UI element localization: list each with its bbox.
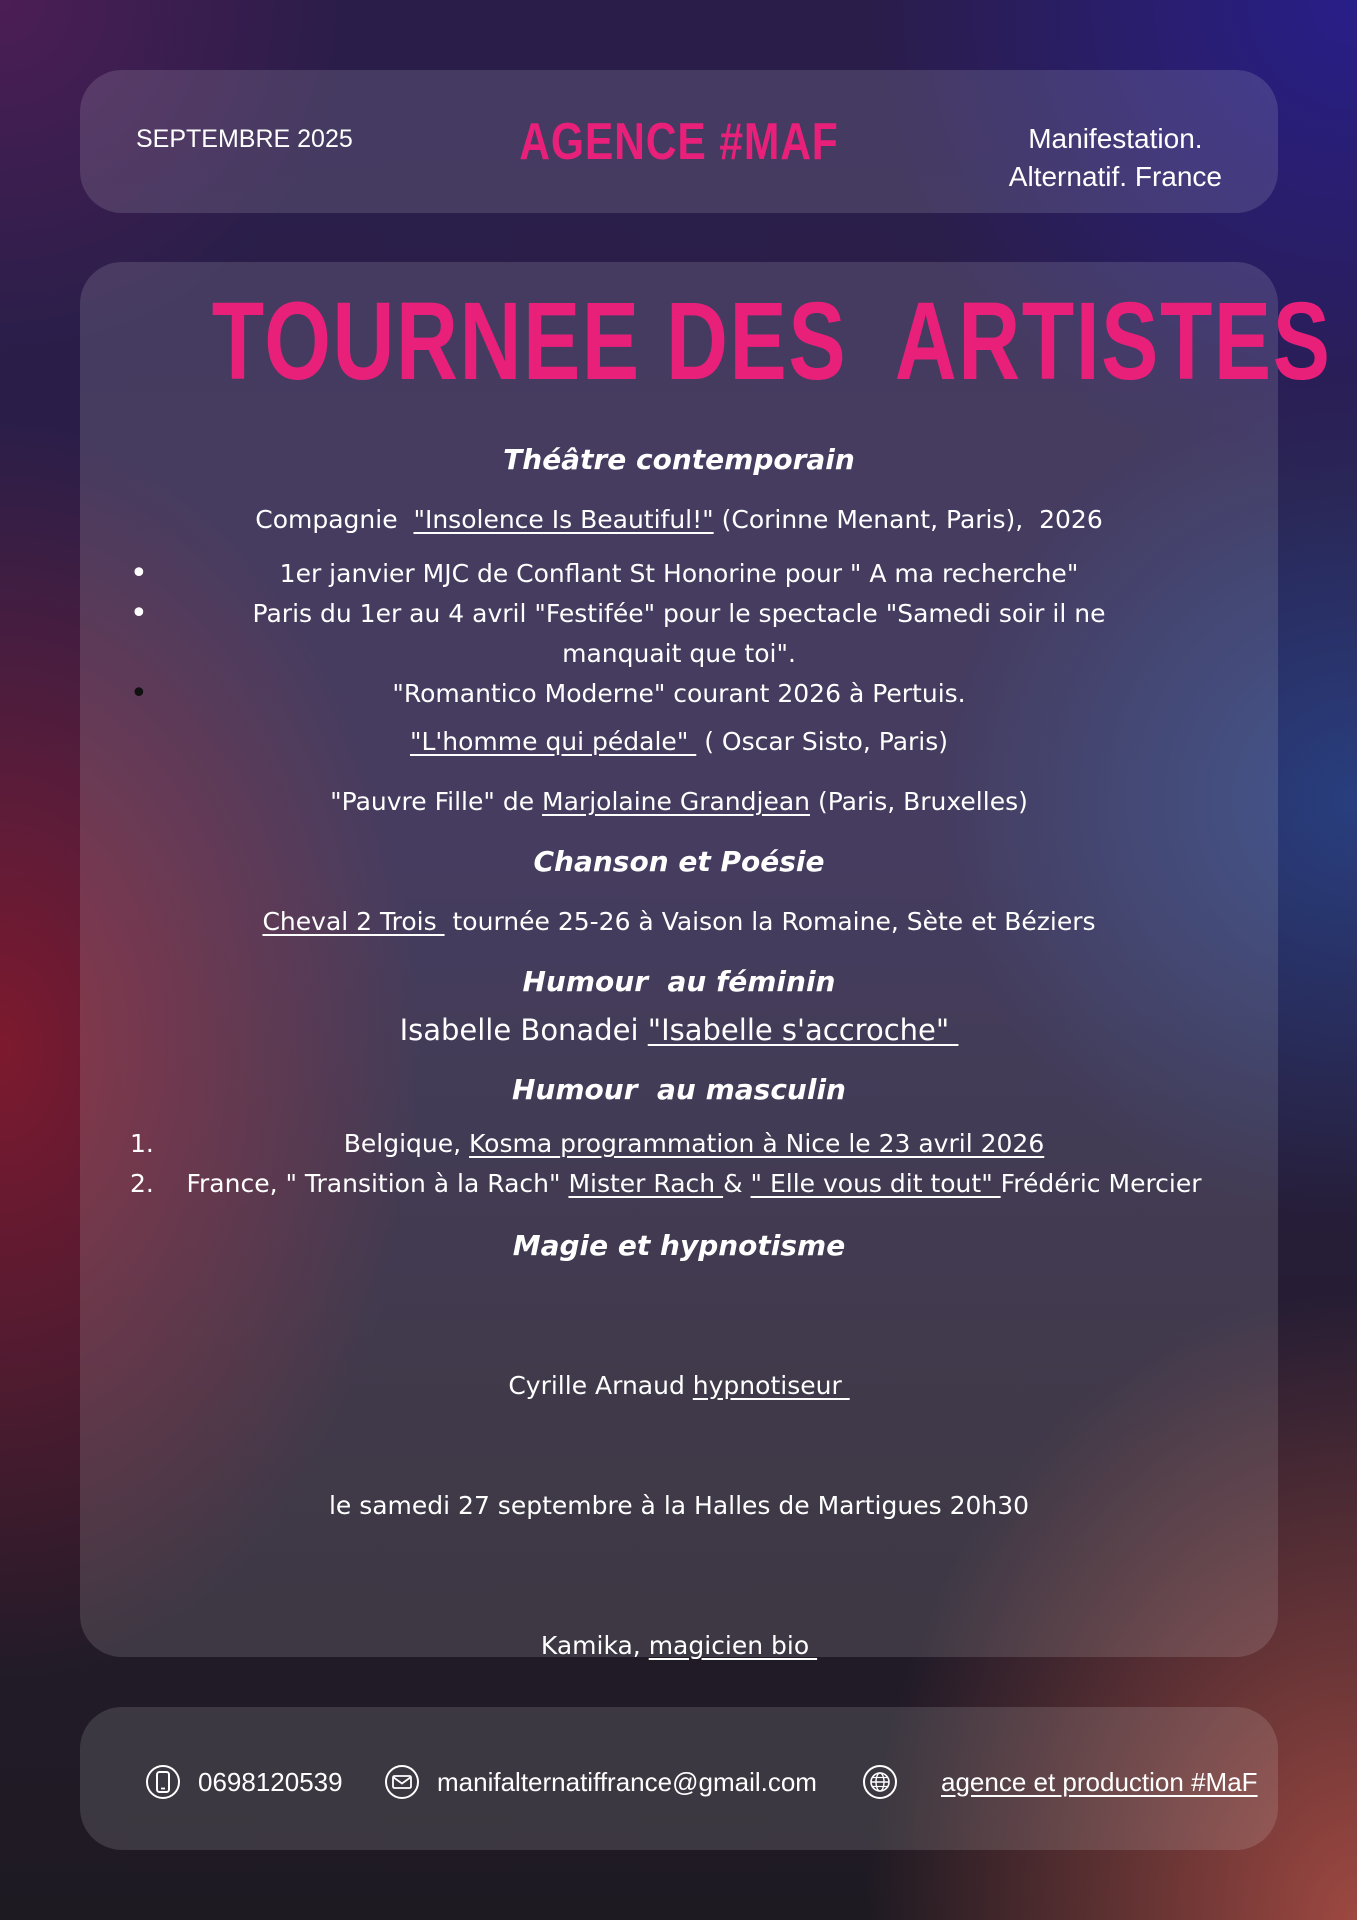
phone-number: 0698120539 bbox=[198, 1766, 343, 1797]
globe-icon bbox=[863, 1765, 897, 1799]
elle-vous-dit-tout-link[interactable]: " Elle vous dit tout" bbox=[750, 1169, 1001, 1198]
compagnie-prefix: Compagnie bbox=[255, 505, 414, 534]
email-address: manifalternatiffrance@gmail.com bbox=[437, 1766, 817, 1797]
section-heading-humour-masculin: Humour au masculin bbox=[512, 1073, 846, 1106]
kamika-prefix: Kamika, bbox=[540, 1631, 649, 1660]
tagline bbox=[1009, 120, 1222, 196]
issue-date: SEPTEMBRE 2025 bbox=[136, 125, 353, 153]
isabelle-line bbox=[150, 1010, 1208, 1050]
contact-phone[interactable] bbox=[146, 1765, 343, 1799]
homme-line bbox=[150, 722, 1208, 762]
phone-icon bbox=[146, 1765, 180, 1799]
compagnie-suffix: (Corinne Menant, Paris), 2026 bbox=[713, 505, 1103, 534]
page-title: TOURNEE DES ARTISTES bbox=[211, 280, 1332, 403]
list-item bbox=[130, 1164, 1208, 1204]
section-heading-theatre: Théâtre contemporain bbox=[503, 443, 855, 476]
item-prefix: Belgique, bbox=[343, 1129, 470, 1158]
compagnie-line bbox=[150, 500, 1208, 540]
isabelle-prefix: Isabelle Bonadei bbox=[399, 1013, 648, 1047]
contact-website[interactable] bbox=[863, 1765, 1258, 1799]
item-prefix: France, " Transition à la Rach" bbox=[186, 1169, 569, 1198]
isabelle-accroche-link[interactable]: "Isabelle s'accroche" bbox=[647, 1013, 959, 1047]
theatre-dates-list bbox=[150, 554, 1208, 714]
pauvre-fille-line bbox=[150, 782, 1208, 822]
mister-rach-link[interactable]: Mister Rach bbox=[568, 1169, 724, 1198]
main-panel bbox=[80, 262, 1332, 1660]
pauvre-suffix: (Paris, Bruxelles) bbox=[810, 787, 1028, 816]
footer-panel bbox=[80, 1707, 1278, 1850]
list-number: 2. bbox=[130, 1169, 154, 1198]
tagline-line1: Manifestation. bbox=[1028, 123, 1203, 154]
cyrille-line bbox=[150, 1366, 1208, 1406]
list-item: • Paris du 1er au 4 avril "Festifée" pour le spectacle "Samedi soir il ne manquait que toi". bbox=[150, 594, 1208, 674]
humour-masculin-list bbox=[130, 1124, 1208, 1204]
section-heading-humour-feminin: Humour au féminin bbox=[522, 965, 836, 998]
program-content bbox=[130, 440, 1208, 1686]
list-item: • "Romantico Moderne" courant 2026 à Pertuis. bbox=[150, 674, 1208, 714]
cyrille-date: le samedi 27 septembre à la Halles de Martigues 20h30 bbox=[328, 1491, 1030, 1520]
tagline-line2: Alternatif. France bbox=[1008, 161, 1222, 192]
homme-qui-pedale-link[interactable]: "L'homme qui pédale" bbox=[409, 727, 697, 756]
kamika-line bbox=[150, 1626, 1208, 1666]
section-heading-chanson: Chanson et Poésie bbox=[533, 845, 825, 878]
magicien-bio-link[interactable]: magicien bio bbox=[648, 1631, 818, 1660]
chanson-text: tournée 25-26 à Vaison la Romaine, Sète et Béziers bbox=[444, 907, 1096, 936]
item-middle: & bbox=[723, 1169, 751, 1198]
mail-icon bbox=[385, 1765, 419, 1799]
list-item bbox=[130, 1124, 1208, 1164]
header-panel bbox=[80, 70, 1278, 213]
cheval-2-trois-link[interactable]: Cheval 2 Trois bbox=[262, 907, 445, 936]
kosma-link[interactable]: Kosma bbox=[469, 1129, 561, 1158]
insolence-link[interactable]: "Insolence Is Beautiful!" bbox=[413, 505, 714, 534]
contact-email[interactable] bbox=[385, 1765, 817, 1799]
item-suffix: Frédéric Mercier bbox=[1000, 1169, 1202, 1198]
website-link[interactable]: agence et production #MaF bbox=[941, 1766, 1258, 1797]
hypnotiseur-link[interactable]: hypnotiseur bbox=[692, 1371, 850, 1400]
list-item: • 1er janvier MJC de Conflant St Honorine pour " A ma recherche" bbox=[150, 554, 1208, 594]
list-number: 1. bbox=[130, 1129, 154, 1158]
marjolaine-link[interactable]: Marjolaine Grandjean bbox=[542, 787, 810, 816]
kosma-programmation-link[interactable]: programmation à Nice le 23 avril 2026 bbox=[560, 1129, 1045, 1158]
chanson-line bbox=[150, 902, 1208, 942]
cyrille-block bbox=[150, 1286, 1208, 1606]
agency-name: AGENCE #MAF bbox=[519, 113, 839, 171]
pauvre-prefix: "Pauvre Fille" de bbox=[330, 787, 543, 816]
homme-suffix: ( Oscar Sisto, Paris) bbox=[696, 727, 949, 756]
section-heading-magie: Magie et hypnotisme bbox=[512, 1229, 846, 1262]
cyrille-prefix: Cyrille Arnaud bbox=[508, 1371, 693, 1400]
